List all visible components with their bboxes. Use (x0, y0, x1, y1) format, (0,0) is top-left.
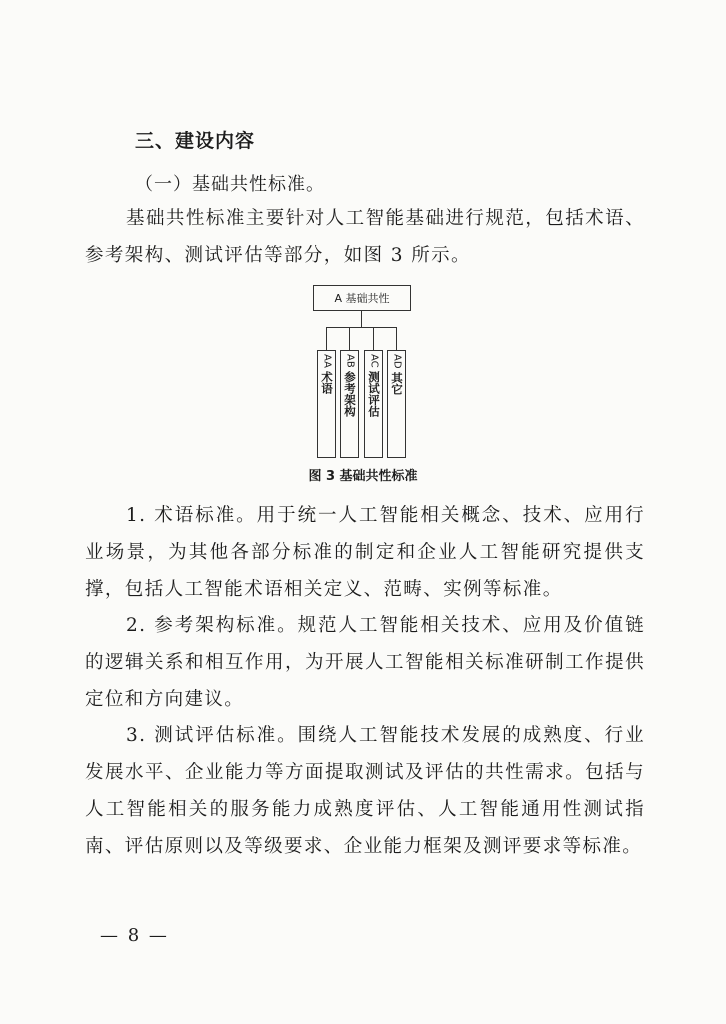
page-number: — 8 — (100, 925, 169, 946)
diagram-trunk-line (361, 311, 362, 328)
node-code: AC (368, 354, 380, 368)
section-heading: 三、建设内容 (135, 130, 256, 152)
node-label: 术语 (320, 370, 334, 394)
diagram-root-box: A 基础共性 (313, 285, 411, 311)
diagram-branch-line (396, 327, 397, 350)
diagram-bus-line (326, 327, 397, 328)
diagram-node-ab (340, 350, 359, 458)
paragraph-testing-evaluation: 3. 测试评估标准。围绕人工智能技术发展的成熟度、行业发展水平、企业能力等方面提取测试及评估的共性需求。包括与人工智能相关的服务能力成熟度评估、人工智能通用性测试指南、评估原则以及等级要求、企业能力框架及测评要求等标准。 (85, 725, 645, 857)
diagram-branch-line (373, 327, 374, 350)
figure-caption: 图 3 基础共性标准 (308, 469, 418, 484)
node-code: AA (321, 354, 333, 368)
diagram-branch-line (326, 327, 327, 350)
paragraph-reference-architecture: 2. 参考架构标准。规范人工智能相关技术、应用及价值链的逻辑关系和相互作用，为开展人工智能相关标准研制工作提供定位和方向建议。 (85, 615, 645, 710)
intro-paragraph: 基础共性标准主要针对人工智能基础进行规范，包括术语、参考架构、测试评估等部分，如图 3 所示。 (85, 208, 645, 266)
diagram-node-aa (317, 350, 336, 458)
node-code: AD (391, 354, 403, 369)
node-label: 其它 (390, 371, 404, 395)
paragraph-terminology: 1. 术语标准。用于统一人工智能相关概念、技术、应用行业场景，为其他各部分标准的制定和企业人工智能研究提供支撑，包括人工智能术语相关定义、范畴、实例等标准。 (85, 505, 645, 600)
subsection-heading: （一）基础共性标准。 (135, 174, 325, 195)
node-label: 参考架构 (343, 370, 357, 417)
node-code: AB (344, 354, 356, 368)
diagram-branch-line (349, 327, 350, 350)
node-label: 测试评估 (367, 370, 381, 417)
diagram-node-ad (387, 350, 406, 458)
diagram-node-ac (364, 350, 383, 458)
